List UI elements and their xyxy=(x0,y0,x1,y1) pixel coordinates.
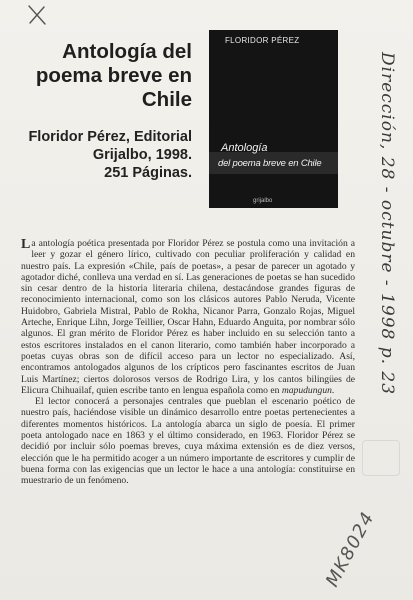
body-paragraph xyxy=(21,238,355,396)
cover-title: del poema breve en Chile xyxy=(218,158,322,169)
article-title-line: Chile xyxy=(141,88,192,111)
cover-publisher: grijalbo xyxy=(253,198,273,204)
body-paragraph: El lector conocerá a personajes centrales que pueblan el escenario poético de nuestro país, haciéndose visible un dinámico desarrollo entre poetas pertenecientes a diferentes momentos históricos. La antología abarca un siglo de poesía. El primer poeta antologado nace en 1863 y el último considerado, en 1963. Floridor Pérez se decidió por incluir sólo poemas breves, cuya máxima extensión es de diez versos, elección que le ha permitido acoger a un número importante de escritores y cumplir de buena forma con las exigencias que un lector le hace a una antología: constituirse en muestrario de un fenómeno. xyxy=(21,396,355,487)
paragraph-end: . xyxy=(331,384,335,396)
margin-note-text: Dirección, 28 - octubre - 1998 p. 23 xyxy=(377,52,397,396)
handwritten-x-mark xyxy=(26,4,48,26)
cover-title: Antología xyxy=(221,142,268,154)
book-cover-image xyxy=(209,30,338,208)
article-title xyxy=(24,40,192,112)
cover-author: FLORIDOR PÉREZ xyxy=(225,36,300,45)
book-reference xyxy=(24,128,192,182)
handwritten-catalog-number xyxy=(322,470,412,595)
handwritten-date-note xyxy=(352,30,410,460)
book-reference-line: Grijalbo, 1998. xyxy=(92,147,192,163)
book-reference-line: 251 Páginas. xyxy=(104,165,192,181)
catalog-id-text: MK8024 xyxy=(322,507,379,591)
article-title-line: Antología del xyxy=(62,40,192,63)
paragraph-text: a antología poética presentada por Floridor Pérez se postula como una invitación a leer y gozar el género lírico, cultivado con peculiar proliferación y calidad en nuestro país. La expresión «Chile, país de poetas», a pesar de parecer un agotado y agotador diché, conlleva una verdad en sí. Las generaciones de poetas se han sucedido sin cesar dentro de la historia literaria chilena, destacándose grandes figuras de reconocimiento internacional, como son los clásicos autores Pablo Neruda, Vicente Huidobro, Gabriela Mistral, Pablo de Rokha, Nicanor Parra, Gonzalo Rojas, Miguel Arteche, Enrique Lihn, Jorge Teillier, Oscar Hahn, Eduardo Anguita, por nombrar sólo algunos. El gran mérito de Floridor Pérez es haber incluido en su selección tanto a estos escritores instalados en el canon literario, como también haber incorporado a poetas cuyas obras son de difícil acceso para un lector no especializado. Así, encontramos antologados algunos de los crípticos pero fascinantes escritos de Juan Luis Martínez; ciertos dolorosos versos de Rodrigo Lira, y los cantos bilingües de Elicura Chihuailaf, quien escribe tanto en lengua española como en xyxy=(21,238,355,396)
article-title-line: poema breve en xyxy=(35,64,192,87)
italic-word: mapudungun xyxy=(281,384,332,396)
drop-cap: L xyxy=(21,237,31,252)
book-reference-line: Floridor Pérez, Editorial xyxy=(28,129,192,145)
article-body xyxy=(21,238,355,487)
